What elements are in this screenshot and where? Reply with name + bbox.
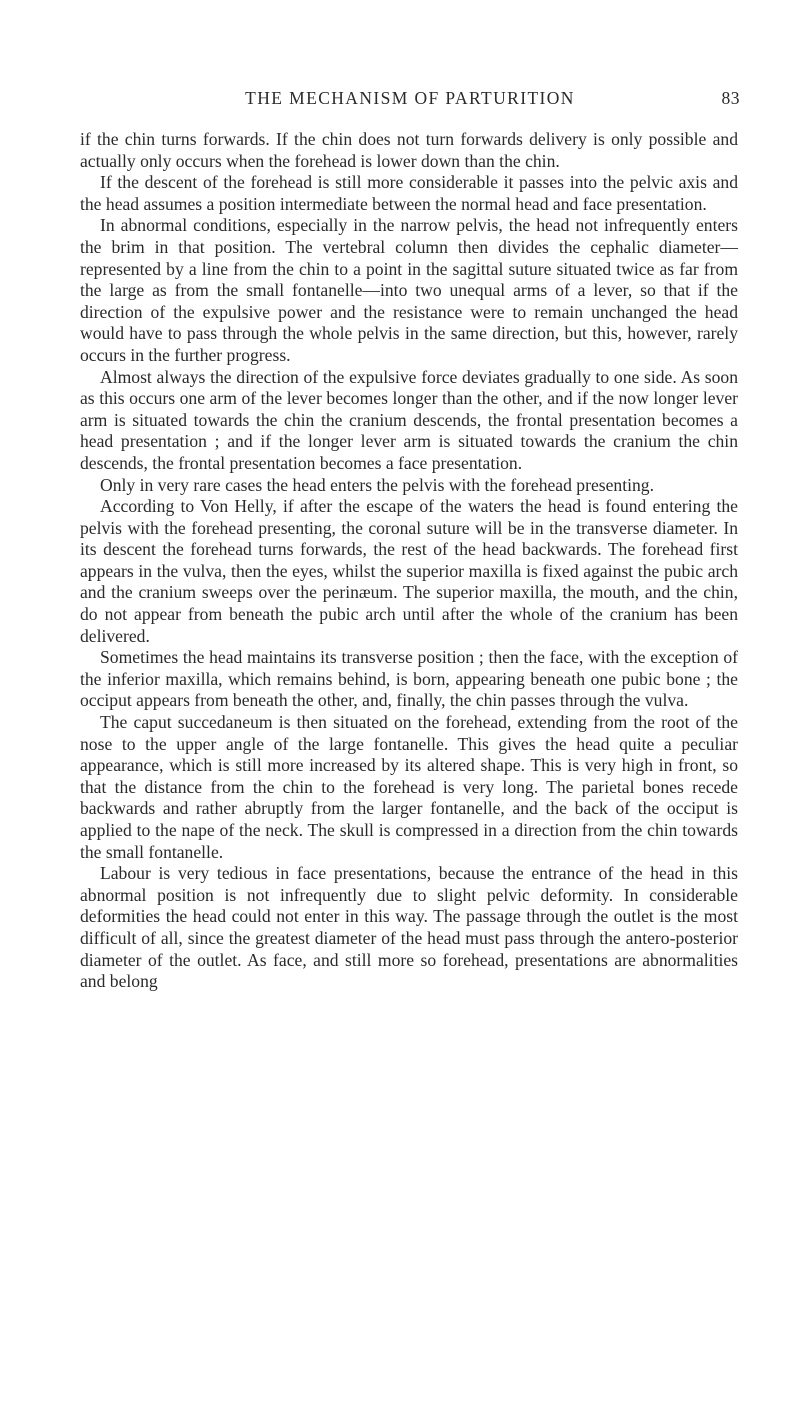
paragraph: Almost always the direction of the expulsive force deviates gradually to one side. As soon as this occurs one arm of the lever becomes longer than the other, and if the now longer lever arm is situated towards the chin the cranium descends, the frontal presentation becomes a head presentation ; and if the longer lever arm is situated towards the cranium the chin descends, the frontal presentation becomes a face presentation. bbox=[80, 366, 738, 473]
page-number: 83 bbox=[721, 88, 740, 108]
running-header bbox=[80, 88, 740, 110]
running-title: THE MECHANISM OF PARTURITION bbox=[245, 88, 575, 108]
paragraph: Only in very rare cases the head enters the pelvis with the forehead presenting. bbox=[100, 474, 654, 495]
paragraph: According to Von Helly, if after the escape of the waters the head is found entering the pelvis with the forehead presenting, the coronal suture will be in the transverse diameter. In its descent the forehead turns forwards, the rest of the head backwards. The forehead first appears in the vulva, then the eyes, whilst the superior maxilla is fixed against the pubic arch and the cranium sweeps over the perinæum. The superior maxilla, the mouth, and the chin, do not appear from beneath the pubic arch until after the whole of the cranium has been delivered. bbox=[80, 496, 738, 646]
paragraph: In abnormal conditions, especially in the narrow pelvis, the head not infrequently enters the brim in that position. The vertebral column then divides the cephalic diameter—represented by a line from the chin to a point in the sagittal suture situated twice as far from the large as from the small fontanelle—into two unequal arms of a lever, so that if the direction of the expulsive power and the resistance were to remain unchanged the head would have to pass through the whole pelvis in the same direction, but this, however, rarely occurs in the further progress. bbox=[80, 215, 738, 365]
paragraph: Sometimes the head maintains its transverse position ; then the face, with the exception of the inferior maxilla, which remains behind, is born, appearing beneath one pubic bone ; the occiput appears from beneath the other, and, finally, the chin passes through the vulva. bbox=[80, 647, 738, 711]
paragraph: The caput succedaneum is then situated on the forehead, extending from the root of the nose to the upper angle of the large fontanelle. This gives the head quite a peculiar appearance, which is still more increased by its altered shape. This is very high in front, so that the distance from the chin to the forehead is very long. The parietal bones recede backwards and rather abruptly from the larger fontanelle, and the back of the occiput is applied to the nape of the neck. The skull is compressed in a direction from the chin towards the small fontanelle. bbox=[80, 712, 738, 862]
paragraph: Labour is very tedious in face presentations, because the entrance of the head in this abnormal position is not infrequently due to slight pelvic deformity. In considerable deformities the head could not enter in this way. The passage through the outlet is the most difficult of all, since the greatest diameter of the head must pass through the antero-posterior diameter of the outlet. As face, and still more so forehead, presentations are abnormalities and belong bbox=[80, 863, 738, 992]
body-text bbox=[80, 129, 738, 993]
paragraph: If the descent of the forehead is still more considerable it passes into the pelvic axis and the head assumes a position intermediate between the normal head and face presentation. bbox=[80, 172, 738, 214]
paragraph: if the chin turns forwards. If the chin does not turn forwards delivery is only possible and actually only occurs when the forehead is lower down than the chin. bbox=[80, 129, 738, 171]
